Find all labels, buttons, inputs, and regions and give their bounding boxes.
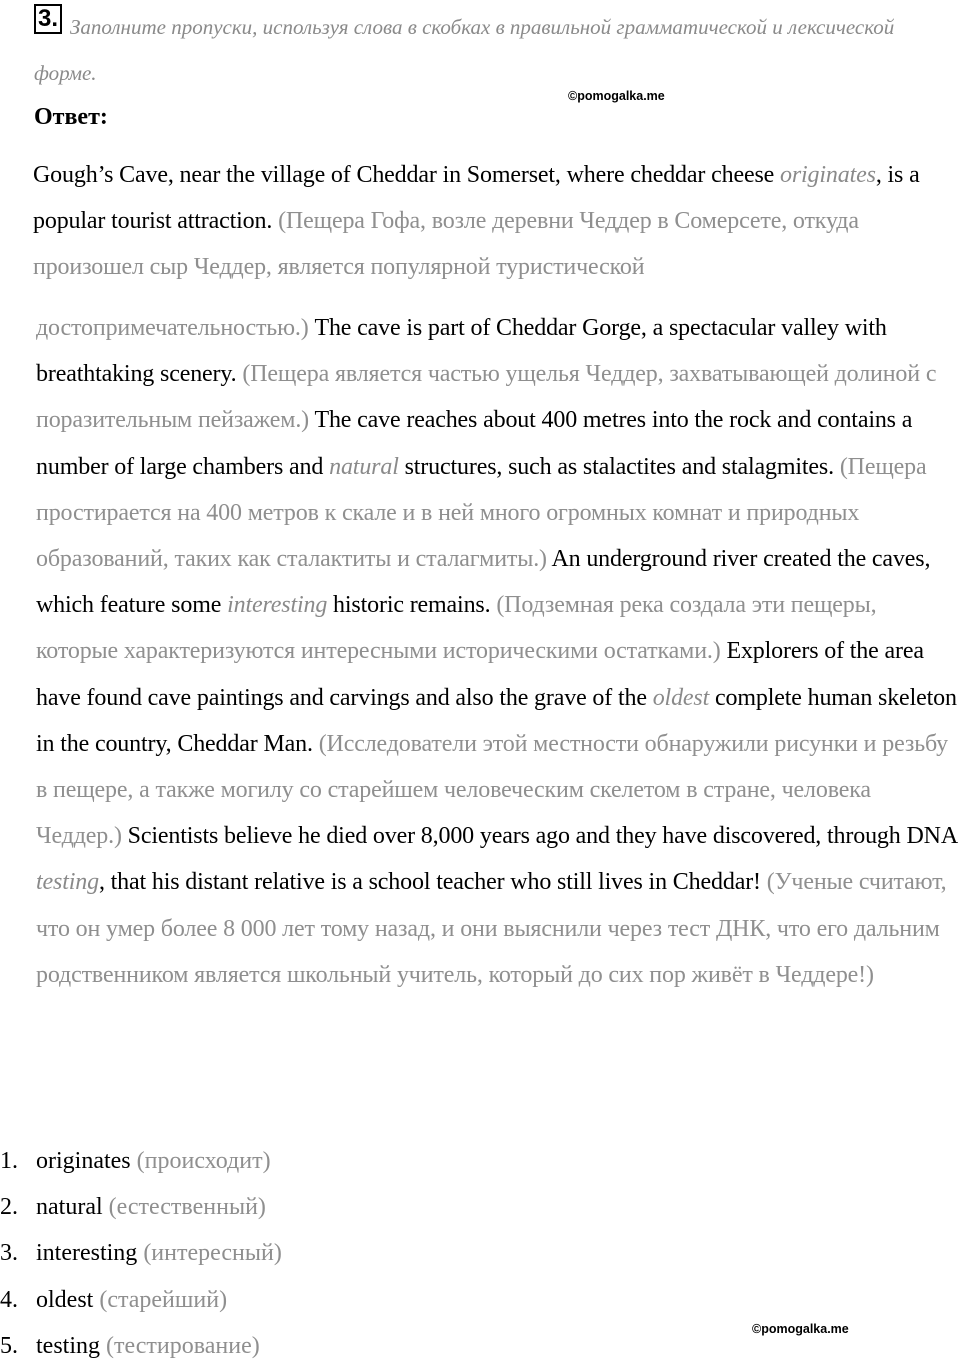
filled-word-testing: testing	[36, 869, 99, 896]
answer-item-4	[0, 1277, 282, 1323]
answer-item-2	[0, 1184, 282, 1230]
answer-number: 2.	[0, 1194, 18, 1221]
answer-translation: (тестирование)	[106, 1332, 260, 1359]
sentence-1a: Gough’s Cave, near the village of Cheddar in Somerset, where cheddar cheese	[33, 162, 780, 188]
translation-4: (Подземная река создала эти пещеры, которые характеризуются интересными историческими остатками.)	[36, 592, 877, 665]
translation-2: (Пещера является частью ущелья Чеддер, захватывающей долиной с поразительным пейзажем.)	[36, 361, 937, 434]
answer-translation: (происходит)	[136, 1148, 271, 1174]
translation-1-end: достопримечательностью.)	[36, 315, 309, 341]
sentence-2: The cave is part of Cheddar Gorge, a spectacular valley with breathtaking scenery.	[36, 315, 887, 388]
text-paragraph-intro	[33, 152, 958, 291]
answer-translation: (старейший)	[99, 1286, 228, 1313]
sentence-3a: The cave reaches about 400 metres into the rock and contains a number of large chambers and	[36, 407, 913, 480]
sentence-1b: , is a popular tourist attraction.	[33, 162, 920, 235]
answer-translation: (интересный)	[143, 1240, 282, 1267]
answer-item-1	[0, 1138, 282, 1184]
sentence-4b: historic remains.	[327, 592, 491, 619]
task-instruction: Заполните пропуски, используя слова в скобках в правильной грамматической и лексической форме.	[34, 15, 895, 85]
task-header	[34, 4, 934, 96]
answer-translation: (естественный)	[108, 1194, 266, 1221]
translation-3: (Пещера простирается на 400 метров к скале и в ней много огромных комнат и природных образований, таких как сталактиты и сталагмиты.)	[36, 453, 927, 573]
filled-word-oldest: oldest	[652, 684, 710, 711]
answer-number: 5.	[0, 1332, 18, 1359]
task-number: 3.	[34, 4, 62, 34]
answer-word: interesting	[36, 1240, 138, 1267]
translation-5: (Исследователи этой местности обнаружили рисунки и резьбу в пещере, а также могилу со старейшем человеческим скелетом в стране, человека Чеддер.)	[36, 730, 948, 850]
watermark-bottom: ©pomogalka.me	[752, 1322, 849, 1336]
filled-word-natural: natural	[329, 453, 399, 480]
answer-word: testing	[36, 1332, 100, 1359]
answer-number: 4.	[0, 1286, 18, 1313]
answer-list	[0, 1138, 282, 1369]
sentence-6b: , that his distant relative is a school teacher who still lives in Cheddar!	[98, 869, 761, 896]
sentence-4a: An underground river created the caves, which feature some	[36, 546, 931, 619]
answer-number: 3.	[0, 1240, 18, 1267]
translation-6: (Ученые считают, что он умер более 8 000 лет тому назад, и они выяснили через тест ДНК, что его дальним родственником является школьный учитель, который до сих пор живёт в Чеддере!)	[36, 869, 947, 988]
watermark-top: ©pomogalka.me	[568, 89, 665, 103]
answer-item-5	[0, 1323, 282, 1369]
answer-word: natural	[36, 1194, 103, 1221]
answer-label: Ответ:	[34, 104, 108, 130]
sentence-3b: structures, such as stalactites and stalagmites.	[398, 453, 834, 480]
answer-word: oldest	[36, 1286, 94, 1313]
answer-item-3	[0, 1230, 282, 1276]
answer-number: 1.	[0, 1148, 18, 1174]
sentence-5b: complete human skeleton in the country, Cheddar Man.	[36, 684, 957, 757]
filled-word-interesting: interesting	[227, 592, 328, 619]
sentence-6a: Scientists believe he died over 8,000 years ago and they have discovered, through DNA	[127, 823, 957, 850]
translation-1: (Пещера Гофа, возле деревни Чеддер в Сомерсете, откуда произошел сыр Чеддер, является популярной туристической	[33, 208, 859, 281]
answer-word: originates	[36, 1148, 131, 1174]
sentence-5a: Explorers of the area have found cave paintings and carvings and also the grave of the	[36, 638, 924, 711]
text-paragraph-main	[36, 305, 960, 998]
filled-word-originates: originates	[780, 162, 876, 188]
